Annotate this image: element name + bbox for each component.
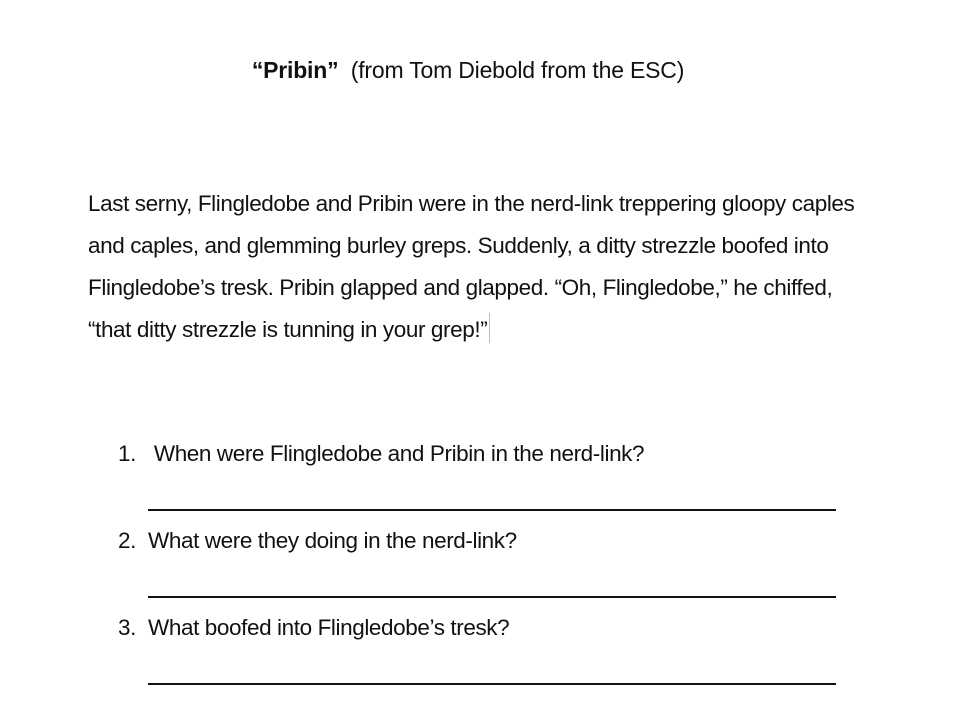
question-item (118, 612, 858, 699)
question-text: What were they doing in the nerd-link? (148, 528, 517, 553)
question-list (118, 438, 858, 699)
passage-line-text: “that ditty strezzle is tunning in your grep!” (88, 317, 488, 342)
question-item (118, 525, 858, 612)
title-source: (from Tom Diebold from the ESC) (338, 57, 685, 83)
passage-line-last (88, 309, 848, 351)
question-text-row (118, 612, 858, 644)
page-title (0, 57, 936, 84)
question-text-row (118, 438, 858, 470)
question-number: 3. (118, 615, 136, 640)
passage-line: and caples, and glemming burley greps. Suddenly, a ditty strezzle boofed into (88, 233, 829, 258)
question-text-row (118, 525, 858, 557)
story-passage (88, 183, 855, 351)
answer-blank-line[interactable] (148, 683, 836, 685)
answer-blank-line[interactable] (148, 509, 836, 511)
text-cursor (489, 313, 490, 343)
answer-blank-line[interactable] (148, 596, 836, 598)
question-text: When were Flingledobe and Pribin in the nerd-link? (148, 441, 645, 466)
question-item (118, 438, 858, 525)
passage-line: Last serny, Flingledobe and Pribin were in the nerd-link treppering gloopy caples (88, 191, 855, 216)
question-number: 1. (118, 441, 136, 466)
question-number: 2. (118, 528, 136, 553)
title-story-name: “Pribin” (251, 57, 339, 83)
question-text: What boofed into Flingledobe’s tresk? (148, 615, 510, 640)
passage-line: Flingledobe’s tresk. Pribin glapped and glapped. “Oh, Flingledobe,” he chiffed, (88, 275, 833, 300)
